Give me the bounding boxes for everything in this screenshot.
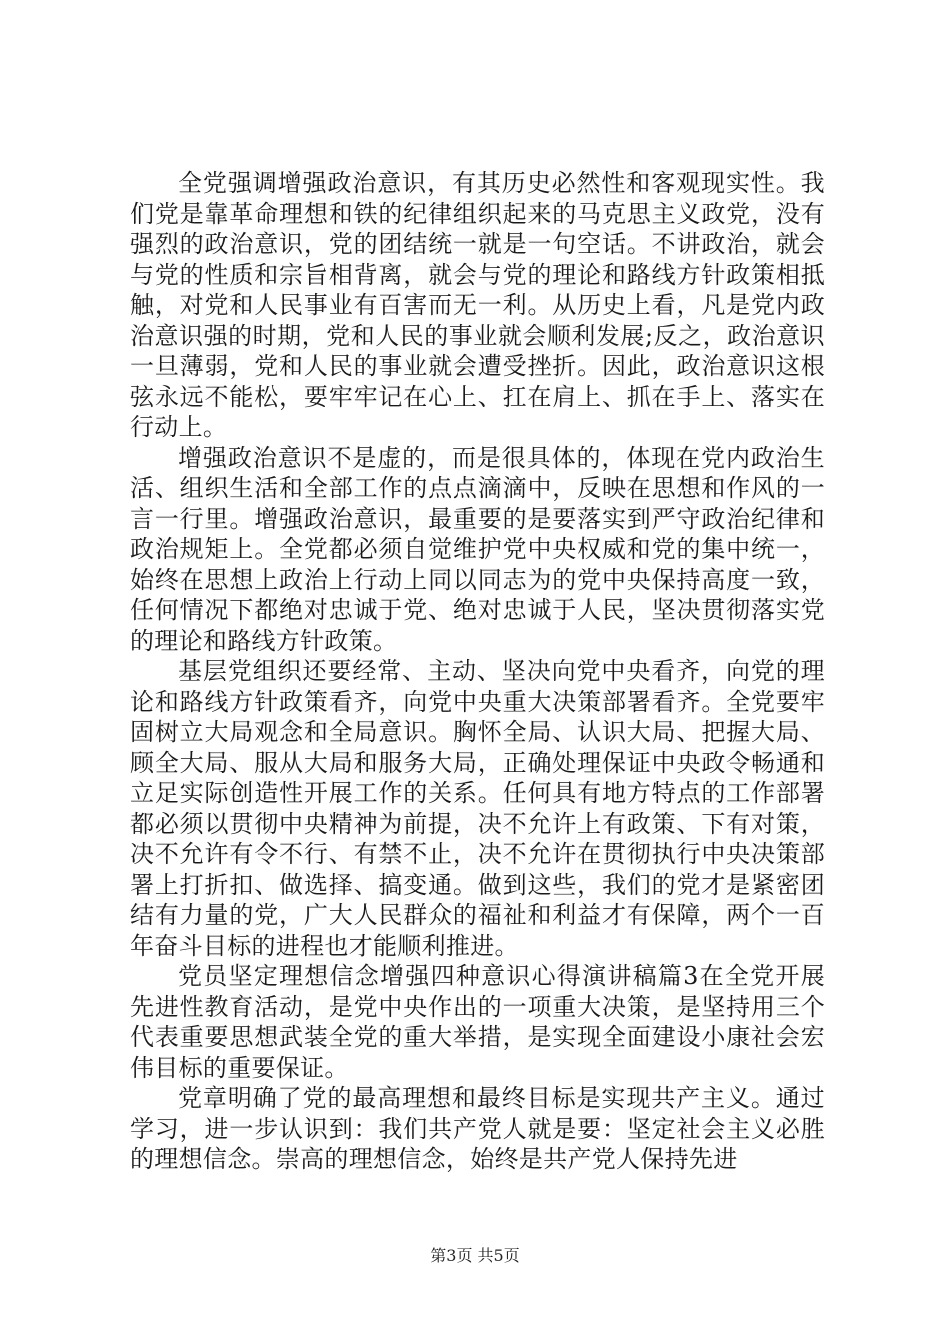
paragraph-5: 党章明确了党的最高理想和最终目标是实现共产主义。通过学习，进一步认识到：我们共产党人就是要：坚定社会主义必胜的理想信念。崇高的理想信念，始终是共产党人保持先进 (130, 1084, 825, 1173)
paragraph-3: 基层党组织还要经常、主动、坚决向党中央看齐，向党的理论和路线方针政策看齐，向党中央重大决策部署看齐。全党要牢固树立大局观念和全局意识。胸怀全局、认识大局、把握大局、顾全大局、服从大局和服务大局，正确处理保证中央政令畅通和立足实际创造性开展工作的关系。任何具有地方特点的工作部署都必须以贯彻中央精神为前提，决不允许上有政策、下有对策，决不允许有令不行、有禁不止，决不允许在贯彻执行中央决策部署上打折扣、做选择、搞变通。做到这些，我们的党才是紧密团结有力量的党，广大人民群众的福祉和利益才有保障，两个一百年奋斗目标的进程也才能顺利推进。 (130, 657, 825, 960)
paragraph-4: 党员坚定理想信念增强四种意识心得演讲稿篇3在全党开展先进性教育活动，是党中央作出的一项重大决策，是坚持用三个代表重要思想武装全党的重大举措，是实现全面建设小康社会宏伟目标的重要保证。 (130, 962, 825, 1082)
document-body (130, 168, 825, 1175)
paragraph-2: 增强政治意识不是虚的，而是很具体的，体现在党内政治生活、组织生活和全部工作的点点滴滴中，反映在思想和作风的一言一行里。增强政治意识，最重要的是要落实到严守政治纪律和政治规矩上。全党都必须自觉维护党中央权威和党的集中统一，始终在思想上政治上行动上同以同志为的党中央保持高度一致，任何情况下都绝对忠诚于党、绝对忠诚于人民，坚决贯彻落实党的理论和路线方针政策。 (130, 443, 825, 655)
page-number-footer: 第3页 共5页 (430, 1246, 520, 1265)
paragraph-1: 全党强调增强政治意识，有其历史必然性和客观现实性。我们党是靠革命理想和铁的纪律组织起来的马克思主义政党，没有强烈的政治意识，党的团结统一就是一句空话。不讲政治，就会与党的性质和宗旨相背离，就会与党的理论和路线方针政策相抵触，对党和人民事业有百害而无一利。从历史上看，凡是党内政治意识强的时期，党和人民的事业就会顺利发展;反之，政治意识一旦薄弱，党和人民的事业就会遭受挫折。因此，政治意识这根弦永远不能松，要牢牢记在心上、扛在肩上、抓在手上、落实在行动上。 (130, 169, 825, 441)
